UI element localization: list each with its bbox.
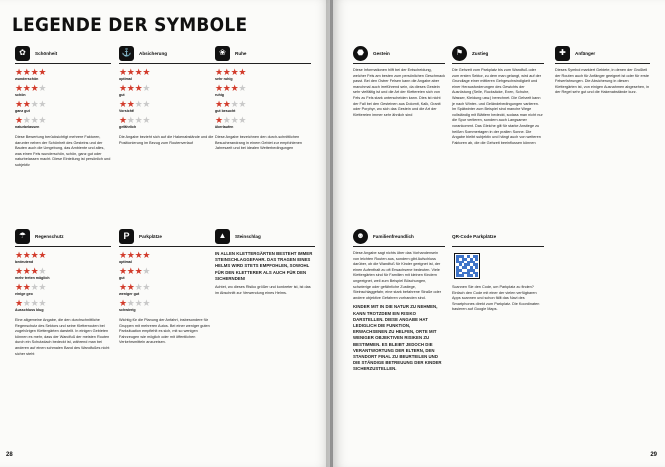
star-icon: ★ [119, 266, 127, 276]
rating-label: mehr treten möglich [15, 276, 50, 280]
star-icon: ★ [126, 266, 135, 276]
rating-label: einige geo [15, 292, 33, 296]
left-page [0, 0, 330, 467]
rating-level [15, 251, 111, 265]
star-icon: ★ [15, 99, 23, 109]
rating-level [119, 283, 215, 297]
rating-label: gut besucht [215, 109, 236, 113]
umbrella-icon: ☂ [15, 229, 30, 244]
star-icon: ★ [230, 67, 239, 77]
legend-label: Absicherung [139, 50, 168, 56]
rating-stars-icon [119, 68, 215, 77]
legend-steinschlag [215, 228, 315, 296]
rating-level [119, 68, 215, 82]
star-icon: ★ [38, 99, 47, 109]
rating-stars-icon [215, 68, 311, 77]
legend-absicherung [119, 45, 215, 146]
legend-warning: KINDER MIT IN DIE NATUR ZU NEHMEN, KANN TROTZDEM EIN RISIKO DARSTELLEN. DIESE ANGABE HAT LEDIGLICH DIE FUNKTION, ERWACHSENEN ZU HELFEN, ORTE MIT WENIGER OBJEKTIVEN RISIKEN ZU BESTIMMEN. ES BLEIBT JEDOCH DIE VERANTWORTUNG DER ELTERN, DEN STANDORT FINAL ZU BEURTEILEN UND DIE STÄNDIGE BETREUUNG DER KINDER SICHERZUSTELLEN. [353, 304, 442, 372]
rating-level [215, 100, 311, 114]
star-icon: ★ [126, 99, 135, 109]
legend-regenschutz [15, 228, 111, 357]
rating-label: gefährlich [119, 125, 137, 129]
star-icon: ★ [142, 282, 151, 292]
star-icon: ★ [22, 83, 31, 93]
star-icon: ★ [134, 83, 143, 93]
star-icon: ★ [30, 115, 39, 125]
legend-description: Wichtig für die Planung der Anfahrt, insbesondere für Gruppen mit mehreren Autos. Bei einer weniger guten Parksituation empfiehlt es sich, mit so wenigen Fahrzeugen wie möglich oder mit öffentlichen Verkehrsmitteln anzureisen. [119, 318, 210, 345]
star-icon: ★ [230, 115, 239, 125]
rating-level [15, 283, 111, 297]
star-icon: ★ [22, 99, 31, 109]
rock-icon: ⬣ [353, 46, 368, 61]
legend-label: Steinschlag [235, 233, 261, 239]
star-icon: ★ [119, 250, 127, 260]
rating-level [215, 116, 311, 130]
parking-icon: P [119, 229, 134, 244]
legend-anfaenger [555, 45, 650, 96]
hiking-icon: ⚑ [452, 46, 467, 61]
legend-label: Gestein [373, 50, 390, 56]
star-icon: ★ [30, 282, 39, 292]
star-icon: ★ [134, 298, 143, 308]
star-icon: ★ [30, 298, 39, 308]
star-icon: ★ [142, 83, 151, 93]
star-icon: ★ [215, 115, 223, 125]
page-number-right: 29 [650, 452, 657, 458]
star-icon: ★ [119, 282, 127, 292]
star-icon: ★ [126, 298, 135, 308]
star-icon: ★ [15, 266, 23, 276]
legend-description: Diese Bewertung berücksichtigt mehrere Faktoren, darunter neben der Schönheit des Gesteins und der Bauten auch die Umgebung, das Ambiente und alles, was einen Fels wunderschön, schön, ganz gut oder naturbelassen macht. Diese Einteilung ist persönlich und subjektiv [15, 135, 111, 167]
star-icon: ★ [22, 250, 31, 260]
star-icon: ★ [222, 67, 231, 77]
star-icon: ★ [38, 250, 47, 260]
legend-gestein [353, 45, 445, 118]
rating-stars-icon [15, 283, 111, 292]
star-icon: ★ [215, 99, 223, 109]
star-icon: ★ [134, 67, 143, 77]
rating-stars-icon [15, 100, 111, 109]
legend-description: Diese Angabe sagt nichts über das Vorhandensein von leichten Routen aus, sondern gibt Aufschluss darüber, ob die Wandfuß für Kinder geeignet ist, der einen Aufenthalt zu oft Erwachsene bedeuten. Viele Klettergärten sind für Familien mit kleinen Kindern ungeeignet, weil zum Beispiel Böschungen, schwierige oder gefährliche Zustiege, Steinschlaggefahr, eine stark befahrene Straße oder andere objektive Gefahren vorhanden sind. [353, 251, 442, 300]
star-icon: ★ [238, 83, 247, 93]
star-icon: ★ [119, 67, 127, 77]
legend-description: Diese Informationen hilft bei der Entscheidung, welcher Fels am besten zum persönlichen Geschmack passt. Bei den Ostrer Felsen kann die Angabe aber manchmal auch irreführend sein, da dieses Gestein sehr vielfältig ist und die Art der Klettereien sich von Fels zu Fels stark unterscheiden kann. Dies ist nicht der Fall bei den Gesteinen aus Dolomit, Kalk, Granit oder Porphyr, wo sich das Gestein und die Art der Klettereien immer sehr ähnlich sind [353, 68, 446, 117]
star-icon: ★ [222, 115, 231, 125]
star-icon: ★ [222, 83, 231, 93]
star-icon: ★ [38, 282, 47, 292]
star-icon: ★ [238, 99, 247, 109]
star-icon: ★ [119, 115, 127, 125]
legend-label: QR-Code Parkplätze [452, 233, 497, 239]
rating-label: überlaufen [215, 125, 234, 129]
star-icon: ★ [126, 250, 135, 260]
star-icon: ★ [22, 266, 31, 276]
star-icon: ★ [38, 266, 47, 276]
rating-label: gut [119, 276, 125, 280]
legend-description: Die Gehzeit vom Parkplatz bis zum Wandfuß oder zum ersten Sektor, zu dem man gelangt, wird auf der Grundlage einer mittleren Gehgeschwindigkeit und einer Herausforderungen des Gewichts der Ausrüstung (Seile, Rucksäcke, Exen, Schuhe, Wasser, Kleidung usw.) berechnet. Die Gehzeit kann je nach Winter- und Geländebedingungen variieren. Im Spätwinter zum Beispiel sind manche Wege vollständig mit Blättern bedeckt, sodass man nicht nur die Spur verlieren, sondern auch Langsamer vorankommt. Das Gleiche gilt für starke Anstiege zu heißen Sommertagen in der prallen Sonne. Die Angabe bleibt subjektiv und hängt auch von weiteren Faktoren ab, die die Gehzeit beeinflussen können [452, 68, 543, 145]
rating-level [15, 84, 111, 98]
legend-description: Dieses Symbol markiert Gebiete, in denen der Großteil der Routen auch für Anfänger geeignet ist oder für erste Felserfahrungen. Die Absicherung in diesen Klettergärten ist, von einigen Ausnahmen abgesehen, in der Regel sehr gut und die Hakenabstände kurz. [555, 68, 650, 95]
star-icon: ★ [230, 99, 239, 109]
star-icon: ★ [38, 67, 47, 77]
star-icon: ★ [119, 298, 127, 308]
rating-stars-icon [215, 116, 311, 125]
bolt-icon: ⚓ [119, 46, 134, 61]
rating-stars-icon [15, 251, 111, 260]
legend-zustieg [452, 45, 544, 146]
rating-level [119, 84, 215, 98]
star-icon: ★ [22, 115, 31, 125]
rating-label: gut [119, 93, 125, 97]
rating-stars-icon [215, 84, 311, 93]
star-icon: ★ [126, 83, 135, 93]
star-icon: ★ [142, 115, 151, 125]
rating-label: weniger gut [119, 292, 140, 296]
star-icon: ★ [22, 298, 31, 308]
rating-level [215, 84, 311, 98]
rating-stars-icon [119, 100, 215, 109]
legend-label: Regenschutz [35, 233, 64, 239]
legend-label: Parkplätze [139, 233, 162, 239]
star-icon: ★ [38, 83, 47, 93]
star-icon: ★ [134, 250, 143, 260]
legend-label: Schönheit [35, 50, 58, 56]
rating-stars-icon [15, 116, 111, 125]
star-icon: ★ [30, 266, 39, 276]
rating-level [15, 299, 111, 313]
rating-stars-icon [15, 267, 111, 276]
rating-level [15, 68, 111, 82]
rating-label: Vorsicht! [119, 109, 135, 113]
rating-level [119, 251, 215, 265]
rating-label: ruhig [215, 93, 224, 97]
rating-stars-icon [119, 84, 215, 93]
legend-label: Anfänger [575, 50, 596, 56]
rating-stars-icon [119, 299, 215, 308]
star-icon: ★ [30, 99, 39, 109]
rating-level [215, 68, 311, 82]
rating-label: schwierig [119, 308, 136, 312]
rating-label: bedeutend [15, 260, 34, 264]
page-title: LEGENDE DER SYMBOLE [12, 15, 248, 36]
star-icon: ★ [134, 266, 143, 276]
rating-stars-icon [119, 283, 215, 292]
legend-description: Die Angabe bezieht sich auf die Hakenabstände und die Positionierung im Bezug zum Routenverlauf [119, 135, 214, 145]
legend-label: Ruhe [235, 50, 247, 56]
star-icon: ★ [15, 298, 23, 308]
legend-warning: IN ALLEN KLETTERGÄRTEN BESTEHT IMMER STEINSCHLAGGEFAHR. DAS TRAGEN EINES HELMS WIRD STETS EMPFOHLEN, SOWOHL FÜR DEN KLETTERER ALS AUCH FÜR DEN SICHERNDEN! [215, 251, 313, 281]
legend-familienfreundlich [353, 228, 445, 373]
rating-label: schön [15, 93, 26, 97]
rating-level [119, 299, 215, 313]
rating-stars-icon [215, 100, 311, 109]
star-icon: ★ [126, 67, 135, 77]
legend-description: Diese Angabe bezeichnen den durch-schnittlichen Besucherandrang in einem Gebiet zur empfohlenen Jahreszeit und bei idealen Wetterbedingungen [215, 135, 302, 151]
star-icon: ★ [238, 67, 247, 77]
legend-description: Scannen Sie den Code, um Parkplatz zu finden? Einfach den Code mit einer der vielen verfügbaren Apps scannen und schon fällt das Navi des Smartphones direkt zum Parkplatz. Die Koordinaten basieren auf Google Maps. [452, 285, 540, 312]
rating-level [119, 116, 215, 130]
star-icon: ★ [30, 67, 39, 77]
legend-description: Eine allgemeine Angabe, die den durchschnittliche Regenschutz des Sektors und seine Kletterrouten bei zugehörigen Klettergärten darstellt. In einigen Gebieten können es mehr, dass der Wandfuß der meisten Routen durch ein Schutzdach bedeckt ist, während man bei anderen auf einen schmalen Band des Wandfußes nicht sicher steht [15, 318, 110, 356]
star-icon: ★ [38, 298, 47, 308]
legend-ruhe [215, 45, 311, 152]
rating-stars-icon [15, 84, 111, 93]
beginner-icon: ✚ [555, 46, 570, 61]
rockfall-icon: ▲ [215, 229, 230, 244]
rating-label: naturbelassen [15, 125, 40, 129]
star-icon: ★ [30, 250, 39, 260]
star-icon: ★ [142, 298, 151, 308]
rating-label: ganz gut [15, 109, 30, 113]
rating-stars-icon [15, 299, 111, 308]
star-icon: ★ [134, 282, 143, 292]
star-icon: ★ [230, 83, 239, 93]
family-icon: ☻ [353, 229, 368, 244]
star-icon: ★ [38, 115, 47, 125]
star-icon: ★ [134, 99, 143, 109]
right-page [333, 0, 665, 467]
legend-description: Achtet, wo dieses Risiko größer und konkreter ist, ist das im Abschnitt zur Verwendung eines Helms. [215, 285, 311, 295]
rating-label: optimal [119, 260, 132, 264]
star-icon: ★ [238, 115, 247, 125]
star-icon: ★ [22, 282, 31, 292]
rating-label: Ausschluss klug [15, 308, 44, 312]
star-icon: ★ [134, 115, 143, 125]
rating-label: optimal [119, 77, 132, 81]
star-icon: ★ [15, 250, 23, 260]
legend-parkplatz [119, 228, 215, 346]
rating-level [15, 100, 111, 114]
star-icon: ★ [119, 99, 127, 109]
star-icon: ★ [142, 67, 151, 77]
star-icon: ★ [215, 67, 223, 77]
star-icon: ★ [119, 83, 127, 93]
rating-label: sehr ruhig [215, 77, 233, 81]
rating-level [119, 100, 215, 114]
rating-level [15, 267, 111, 281]
rating-level [119, 267, 215, 281]
star-icon: ★ [30, 83, 39, 93]
legend-label: Familienfreundlich [373, 233, 414, 239]
star-icon: ★ [142, 99, 151, 109]
legend-schoenheit [15, 45, 111, 169]
star-icon: ★ [22, 67, 31, 77]
star-icon: ★ [142, 250, 151, 260]
rating-stars-icon [15, 68, 111, 77]
rating-stars-icon [119, 267, 215, 276]
nature-icon: ❀ [215, 46, 230, 61]
legend-label: Zustieg [472, 50, 489, 56]
page-number-left: 28 [6, 452, 13, 458]
star-icon: ★ [126, 115, 135, 125]
star-icon: ★ [126, 282, 135, 292]
star-icon: ★ [15, 83, 23, 93]
rating-stars-icon [119, 116, 215, 125]
rating-level [15, 116, 111, 130]
star-icon: ★ [222, 99, 231, 109]
legend-qr-code [452, 228, 544, 313]
star-icon: ★ [215, 83, 223, 93]
star-icon: ★ [15, 67, 23, 77]
rating-label: wunderschön [15, 77, 39, 81]
star-icon: ★ [15, 282, 23, 292]
star-icon: ★ [142, 266, 151, 276]
rating-stars-icon [119, 251, 215, 260]
star-icon: ★ [15, 115, 23, 125]
flower-icon: ✿ [15, 46, 30, 61]
qr-code-icon[interactable] [454, 253, 480, 279]
